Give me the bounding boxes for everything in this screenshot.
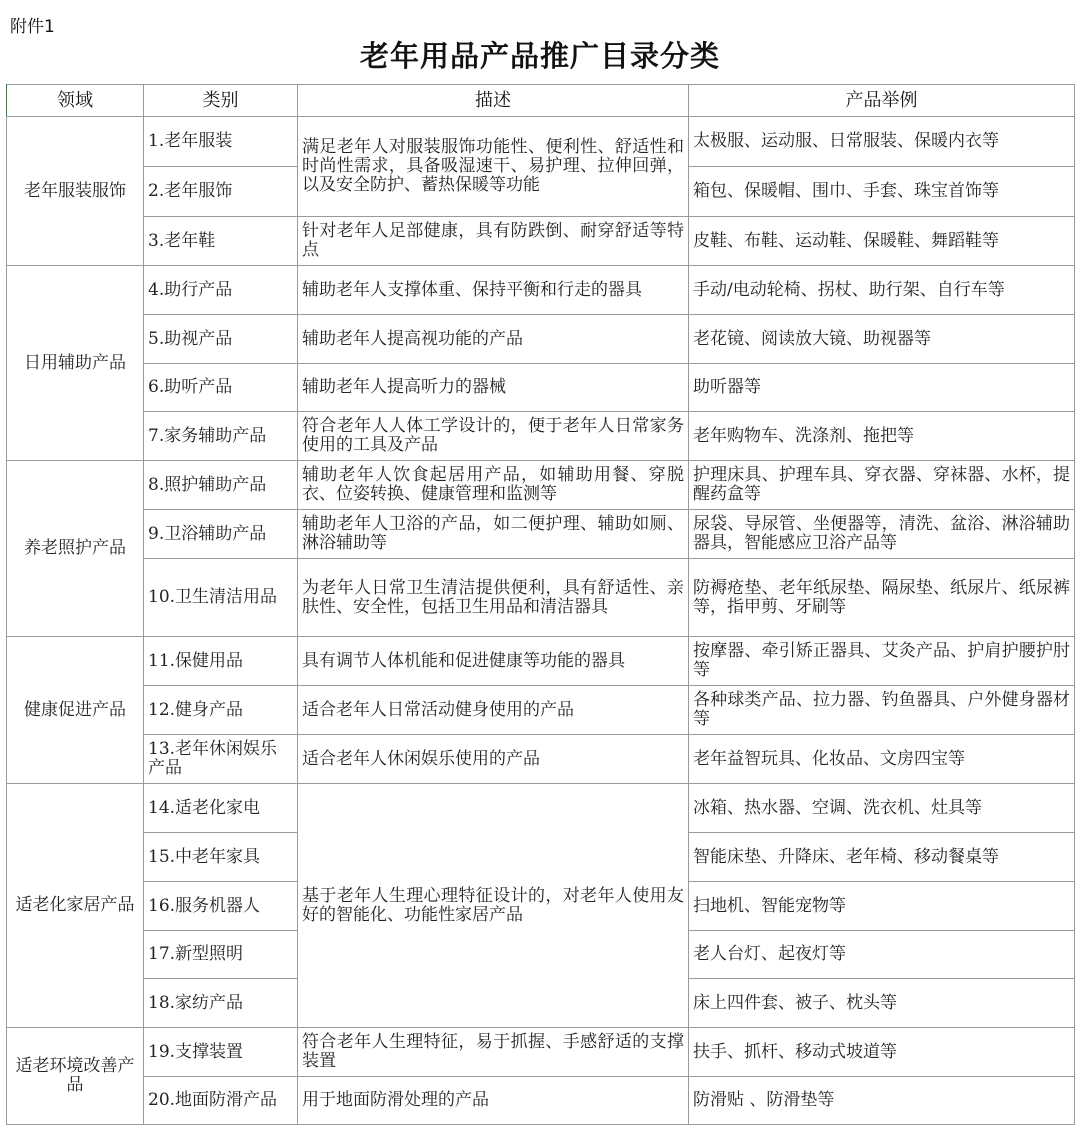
table-row bbox=[7, 637, 1075, 686]
example-cell: 助听器等 bbox=[689, 364, 1075, 412]
category-cell: 19.支撑装置 bbox=[144, 1028, 298, 1077]
column-header-description: 描述 bbox=[298, 85, 689, 117]
table-row bbox=[7, 315, 1075, 364]
example-cell: 老年购物车、洗涤剂、拖把等 bbox=[689, 412, 1075, 461]
table-row bbox=[7, 117, 1075, 167]
table-row bbox=[7, 559, 1075, 637]
category-cell: 16.服务机器人 bbox=[144, 882, 298, 931]
description-cell: 满足老年人对服装服饰功能性、便利性、舒适性和时尚性需求，具备吸湿速干、易护理、拉伸回弹，以及安全防护、蓄热保暖等功能 bbox=[298, 117, 689, 217]
example-cell: 箱包、保暖帽、围巾、手套、珠宝首饰等 bbox=[689, 167, 1075, 217]
description-cell: 具有调节人体机能和促进健康等功能的器具 bbox=[298, 637, 689, 686]
description-cell: 辅助老年人卫浴的产品，如二便护理、辅助如厕、淋浴辅助等 bbox=[298, 510, 689, 559]
column-header-domain: 领域 bbox=[7, 85, 144, 117]
example-cell: 老人台灯、起夜灯等 bbox=[689, 931, 1075, 979]
domain-cell: 适老环境改善产品 bbox=[7, 1028, 144, 1125]
description-cell: 为老年人日常卫生清洁提供便利，具有舒适性、亲肤性、安全性，包括卫生用品和清洁器具 bbox=[298, 559, 689, 637]
cell-selection-edge bbox=[6, 84, 7, 116]
example-cell: 扶手、抓杆、移动式坡道等 bbox=[689, 1028, 1075, 1077]
example-cell: 老花镜、阅读放大镜、助视器等 bbox=[689, 315, 1075, 364]
category-cell: 13.老年休闲娱乐产品 bbox=[144, 735, 298, 784]
category-cell: 6.助听产品 bbox=[144, 364, 298, 412]
category-cell: 15.中老年家具 bbox=[144, 833, 298, 882]
category-cell: 20.地面防滑产品 bbox=[144, 1077, 298, 1125]
domain-cell: 养老照护产品 bbox=[7, 461, 144, 637]
example-cell: 智能床垫、升降床、老年椅、移动餐桌等 bbox=[689, 833, 1075, 882]
domain-cell: 适老化家居产品 bbox=[7, 784, 144, 1028]
page-title: 老年用品产品推广目录分类 bbox=[359, 39, 720, 73]
example-cell: 手动/电动轮椅、拐杖、助行架、自行车等 bbox=[689, 266, 1075, 315]
description-cell: 基于老年人生理心理特征设计的，对老年人使用友好的智能化、功能性家居产品 bbox=[298, 784, 689, 1028]
catalog-table bbox=[6, 84, 1075, 1125]
table-row bbox=[7, 784, 1075, 833]
description-cell: 辅助老年人提高视功能的产品 bbox=[298, 315, 689, 364]
description-cell: 适合老年人日常活动健身使用的产品 bbox=[298, 686, 689, 735]
category-cell: 12.健身产品 bbox=[144, 686, 298, 735]
description-cell: 符合老年人生理特征，易于抓握、手感舒适的支撑装置 bbox=[298, 1028, 689, 1077]
category-cell: 5.助视产品 bbox=[144, 315, 298, 364]
example-cell: 按摩器、牵引矫正器具、艾灸产品、护肩护腰护肘等 bbox=[689, 637, 1075, 686]
category-cell: 18.家纺产品 bbox=[144, 979, 298, 1028]
table-row bbox=[7, 510, 1075, 559]
table-row bbox=[7, 364, 1075, 412]
example-cell: 床上四件套、被子、枕头等 bbox=[689, 979, 1075, 1028]
description-cell: 辅助老年人提高听力的器械 bbox=[298, 364, 689, 412]
table-header-row bbox=[7, 85, 1075, 117]
table-row bbox=[7, 1077, 1075, 1125]
table-row bbox=[7, 412, 1075, 461]
category-cell: 11.保健用品 bbox=[144, 637, 298, 686]
table-row bbox=[7, 735, 1075, 784]
example-cell: 护理床具、护理车具、穿衣器、穿袜器、水杯，提醒药盒等 bbox=[689, 461, 1075, 510]
example-cell: 扫地机、智能宠物等 bbox=[689, 882, 1075, 931]
table-row bbox=[7, 686, 1075, 735]
category-cell: 8.照护辅助产品 bbox=[144, 461, 298, 510]
example-cell: 太极服、运动服、日常服装、保暖内衣等 bbox=[689, 117, 1075, 167]
description-cell: 符合老年人人体工学设计的，便于老年人日常家务使用的工具及产品 bbox=[298, 412, 689, 461]
description-cell: 针对老年人足部健康，具有防跌倒、耐穿舒适等特点 bbox=[298, 217, 689, 266]
attachment-label: 附件1 bbox=[10, 17, 55, 37]
table-row bbox=[7, 266, 1075, 315]
category-cell: 3.老年鞋 bbox=[144, 217, 298, 266]
category-cell: 4.助行产品 bbox=[144, 266, 298, 315]
example-cell: 各种球类产品、拉力器、钓鱼器具、户外健身器材等 bbox=[689, 686, 1075, 735]
column-header-category: 类别 bbox=[144, 85, 298, 117]
category-cell: 17.新型照明 bbox=[144, 931, 298, 979]
column-header-examples: 产品举例 bbox=[689, 85, 1075, 117]
domain-cell: 健康促进产品 bbox=[7, 637, 144, 784]
category-cell: 7.家务辅助产品 bbox=[144, 412, 298, 461]
example-cell: 防褥疮垫、老年纸尿垫、隔尿垫、纸尿片、纸尿裤等，指甲剪、牙刷等 bbox=[689, 559, 1075, 637]
domain-cell: 老年服装服饰 bbox=[7, 117, 144, 266]
category-cell: 10.卫生清洁用品 bbox=[144, 559, 298, 637]
description-cell: 适合老年人休闲娱乐使用的产品 bbox=[298, 735, 689, 784]
category-cell: 2.老年服饰 bbox=[144, 167, 298, 217]
example-cell: 皮鞋、布鞋、运动鞋、保暖鞋、舞蹈鞋等 bbox=[689, 217, 1075, 266]
example-cell: 老年益智玩具、化妆品、文房四宝等 bbox=[689, 735, 1075, 784]
description-cell: 辅助老年人饮食起居用产品，如辅助用餐、穿脱衣、位姿转换、健康管理和监测等 bbox=[298, 461, 689, 510]
category-cell: 9.卫浴辅助产品 bbox=[144, 510, 298, 559]
table-row bbox=[7, 1028, 1075, 1077]
description-cell: 辅助老年人支撑体重、保持平衡和行走的器具 bbox=[298, 266, 689, 315]
example-cell: 尿袋、导尿管、坐便器等，清洗、盆浴、淋浴辅助器具，智能感应卫浴产品等 bbox=[689, 510, 1075, 559]
category-cell: 1.老年服装 bbox=[144, 117, 298, 167]
domain-cell: 日用辅助产品 bbox=[7, 266, 144, 461]
example-cell: 防滑贴 、防滑垫等 bbox=[689, 1077, 1075, 1125]
description-cell: 用于地面防滑处理的产品 bbox=[298, 1077, 689, 1125]
example-cell: 冰箱、热水器、空调、洗衣机、灶具等 bbox=[689, 784, 1075, 833]
table-row bbox=[7, 217, 1075, 266]
category-cell: 14.适老化家电 bbox=[144, 784, 298, 833]
table-row bbox=[7, 461, 1075, 510]
